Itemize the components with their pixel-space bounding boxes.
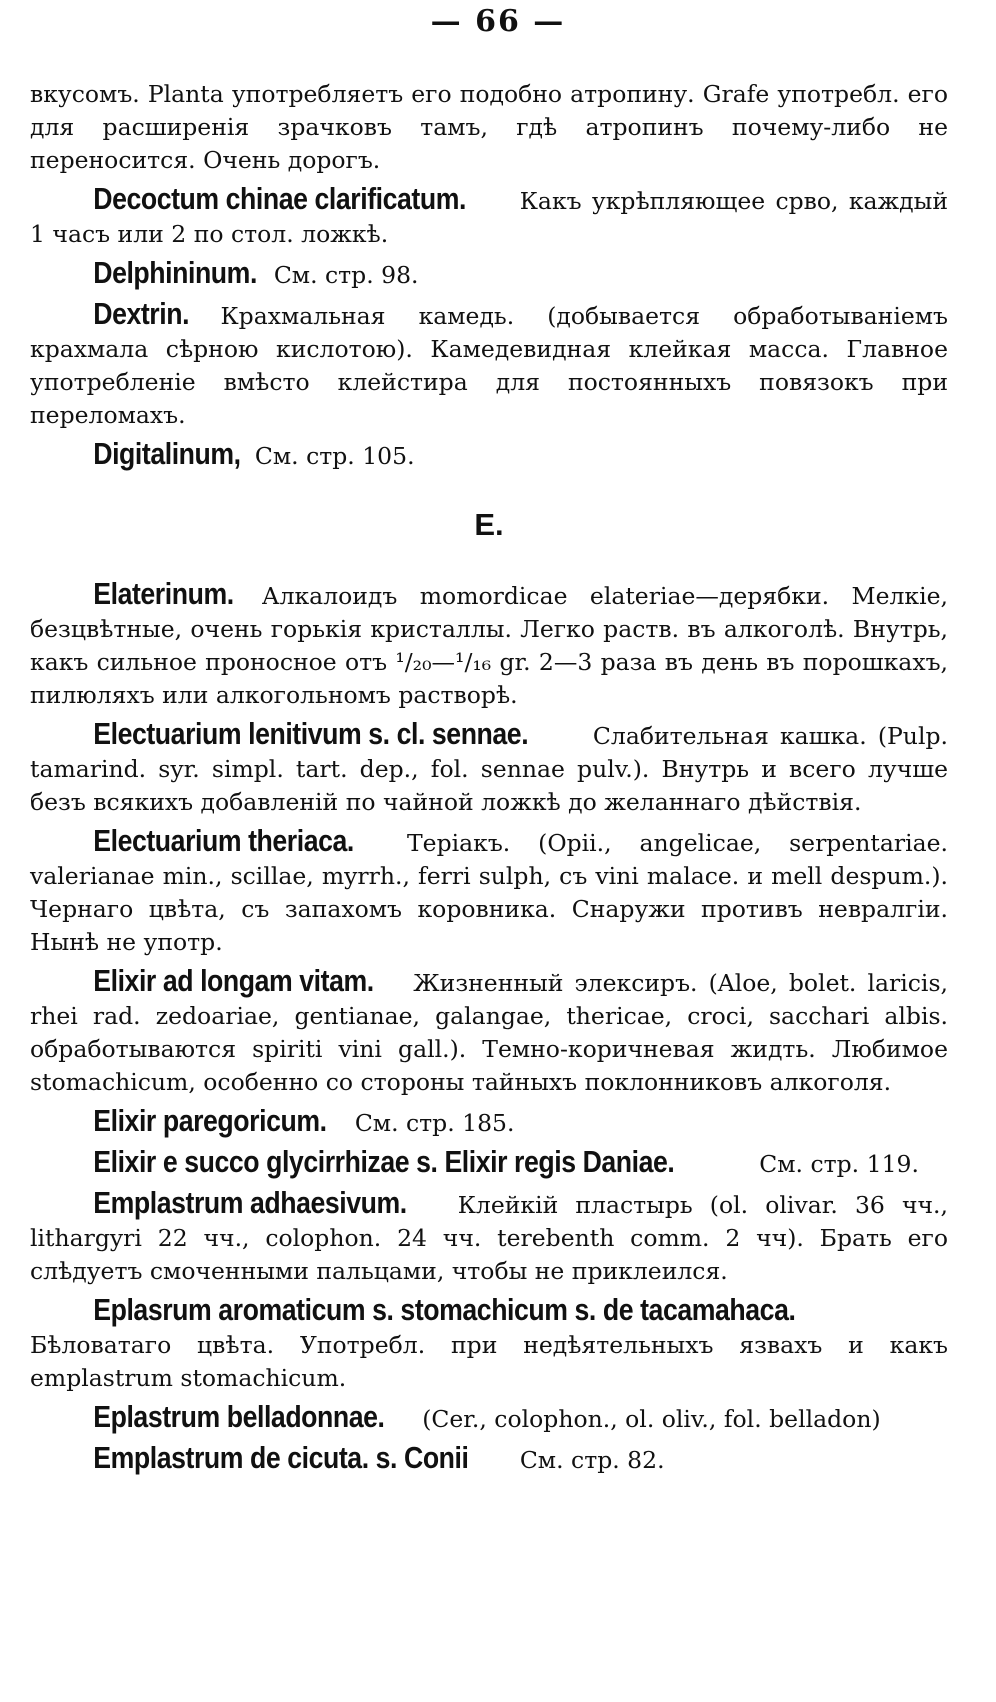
entry-digitalinum (30, 437, 948, 473)
entry-text: Алкалоидъ momordicae elateriae—дерябки. Мелкіе, безцвѣтные, очень горькія кристаллы. Легко раств. въ алкоголѣ. Внутрь, какъ сильное проносное отъ ¹/₂₀—¹/₁₆ gr. 2—3 раза въ день въ порошкахъ, пилюляхъ или алкогольномъ растворѣ. (30, 582, 948, 709)
text-body (30, 78, 948, 1482)
entry-heading: Dextrin. (93, 296, 190, 331)
entry-text: Крахмальная камедь. (добывается обработываніемъ крахмала сѣрною кислотою). Камедевидная клейкая масса. Главное употребленіе вмѣсто клейстира для постоянныхъ повязокъ при переломахъ. (30, 302, 948, 429)
entry-electuarium-lenitivum (30, 717, 948, 819)
entry-heading: Elaterinum. (93, 576, 234, 611)
entry-text: См. стр. 119. (759, 1150, 919, 1178)
entry-heading: Digitalinum, (93, 436, 241, 471)
entry-heading: Decoctum chinae clarificatum. (93, 181, 466, 216)
entry-text: Теріакъ. (Opii., angelicae, serpentariae. valerianae min., scillae, myrrh., ferri sulph, съ vini malace. и mell despum.). Чернаго цвѣта, съ запахомъ коровника. Снаружи противъ невралгіи. Нынѣ не употр. (30, 829, 948, 956)
page-number: — 66 — (430, 4, 566, 39)
entry-text: Клейкій пластырь (ol. olivar. 36 чч., lithargyri 22 чч., colophon. 24 чч. terebenth comm. 2 чч). Брать его слѣдуетъ смоченными пальцами, чтобы не приклеился. (30, 1191, 948, 1285)
entry-emplastrum-de-cicuta (30, 1441, 948, 1477)
entry-emplastrum-aromaticum (30, 1293, 948, 1395)
entry-text: См. стр. 185. (354, 1109, 515, 1137)
entry-heading: Eplastrum belladonnae. (93, 1399, 385, 1434)
entry-text: Бѣловатаго цвѣта. Употребл. при недѣятельныхъ язвахъ и какъ emplastrum stomachicum. (30, 1331, 948, 1392)
entry-emplastrum-adhaesivum (30, 1186, 948, 1288)
entry-text: вкусомъ. Planta употребляетъ его подобно атропину. Grafe употребл. его для расширенія зрачковъ тамъ, гдѣ атропинъ почему-либо не переносится. Очень дорогъ. (30, 80, 948, 174)
entry-text: Какъ укрѣпляющее срво, каждый 1 часъ или 2 по стол. ложкѣ. (30, 187, 948, 248)
entry-emplastrum-belladonnae (30, 1400, 948, 1436)
entry-continuation (30, 78, 948, 177)
entry-heading: Electuarium theriaca. (93, 823, 354, 858)
entry-elixir-paregoricum (30, 1104, 948, 1140)
entry-text: Жизненный элексиръ. (Aloe, bolet. laricis, rhei rad. zedoariae, gentianae, galangae, thericae, croci, sacchari albis. обработываются spiriti vini gall.). Темно-коричневая жидть. Любимое stomachicum, особенно со стороны тайныхъ поклонниковъ алкоголя. (30, 969, 948, 1096)
entry-heading: Eplasrum aromaticum s. stomachicum s. de tacamahaca. (93, 1292, 796, 1327)
entry-dextrin (30, 297, 948, 432)
entry-heading: Emplastrum adhaesivum. (93, 1185, 407, 1220)
entry-decoctum-chinae (30, 182, 948, 251)
entry-text: См. стр. 98. (273, 261, 419, 289)
entry-text: (Cer., colophon., ol. oliv., fol. belladon) (422, 1405, 881, 1433)
entry-heading: Elixir e succo glycirrhizae s. Elixir regis Daniae. (93, 1144, 675, 1179)
entry-text: См. стр. 105. (254, 442, 415, 470)
entry-elixir-e-succo (30, 1145, 948, 1181)
section-letter: E. (474, 507, 504, 542)
entry-text: Слабительная кашка. (Pulp. tamarind. syr. simpl. tart. dep., fol. sennae pulv.). Внутрь и всего лучше безъ всякихъ добавленій по чайной ложкѣ до желаннаго дѣйствія. (30, 722, 948, 816)
entry-heading: Elixir paregoricum. (93, 1103, 327, 1138)
entry-elaterinum (30, 577, 948, 712)
entry-delphininum (30, 256, 948, 292)
entry-electuarium-theriaca (30, 824, 948, 959)
entry-text: См. стр. 82. (519, 1446, 665, 1474)
entry-elixir-ad-longam-vitam (30, 964, 948, 1099)
entry-heading: Elixir ad longam vitam. (93, 963, 374, 998)
entry-heading: Electuarium lenitivum s. cl. sennae. (93, 716, 529, 751)
entry-heading: Emplastrum de cicuta. s. Conii (93, 1440, 469, 1475)
entry-heading: Delphininum. (93, 255, 257, 290)
